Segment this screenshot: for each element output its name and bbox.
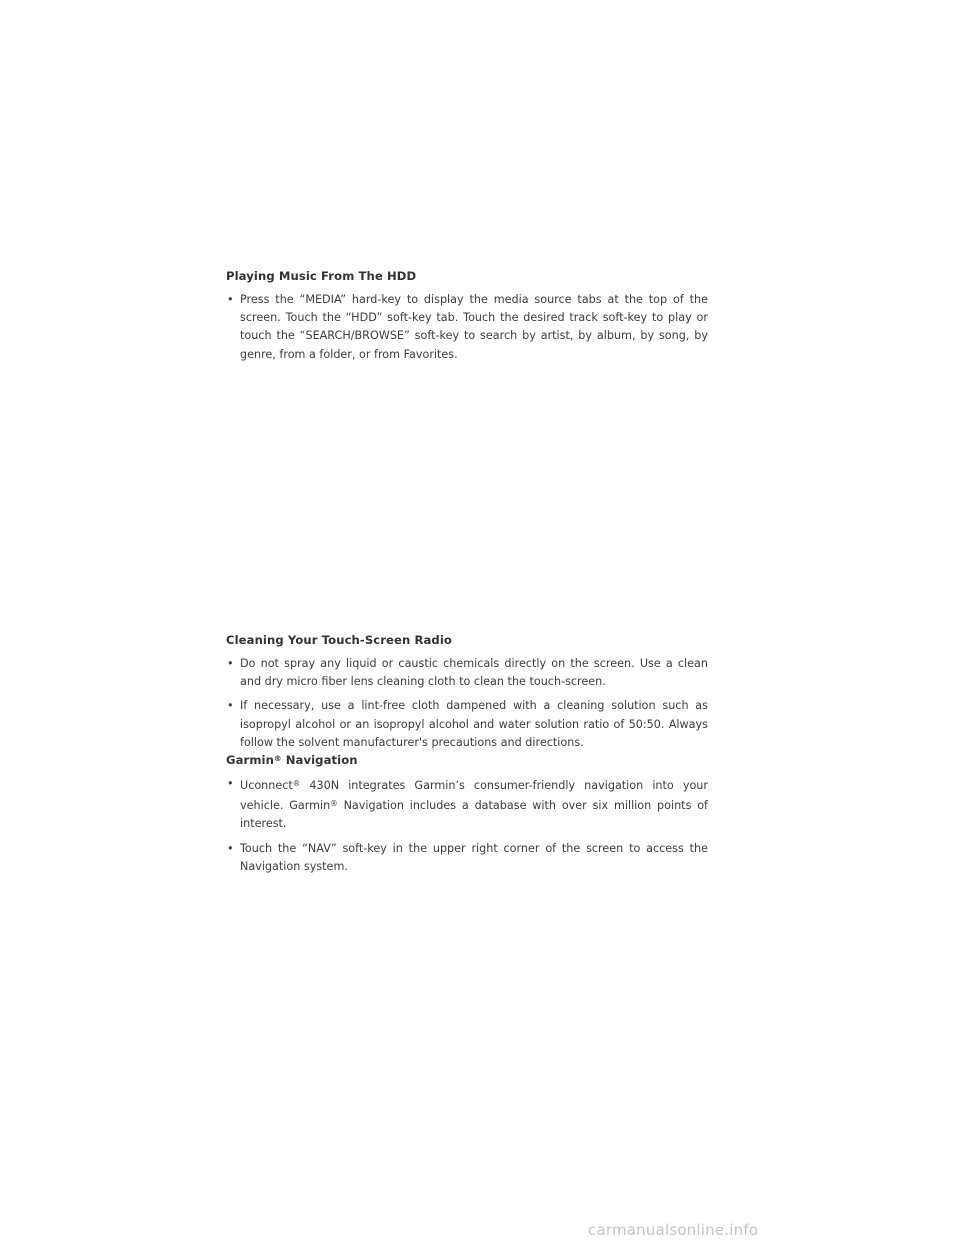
bullet-item: [226, 840, 708, 876]
section-cleaning-touch-screen: [226, 632, 708, 758]
registered-mark: ®: [292, 779, 301, 788]
registered-mark: ®: [330, 799, 338, 809]
bullet-item: [226, 775, 708, 834]
bullet-text: Touch the “NAV” soft-key in the upper right corner of the screen to access the Navigation system.: [240, 841, 708, 873]
bullet-marker: •: [227, 657, 234, 670]
bullet-text: Navigation includes a database with over six million points of interest.: [240, 799, 709, 831]
registered-mark: ®: [273, 754, 282, 763]
heading-text: Navigation: [281, 753, 358, 767]
bullet-list-cleaning: [226, 655, 708, 752]
bullet-marker: •: [227, 699, 234, 713]
bullet-item: [226, 291, 708, 364]
bullet-text: 430N integrates Garmin’s consumer-friendly navigation into your vehicle. Garmin: [240, 779, 708, 813]
bullet-list-garmin: [226, 775, 708, 876]
bullet-item: [226, 655, 708, 691]
bullet-text: Press the “MEDIA” hard-key to display the media source tabs at the top of the screen. Touch the “HDD” soft-key tab. Touch the desired track soft-key to play or touch the “SEARCH/BROWSE” soft-key to search by artist, by album, by song, by genre, from a folder, or from Favorites.: [240, 293, 708, 361]
bullet-marker: •: [227, 841, 234, 855]
bullet-text: Do not spray any liquid or caustic chemicals directly on the screen. Use a clean and dry micro fiber lens cleaning cloth to clean the touch-screen.: [240, 657, 708, 689]
bullet-item: [226, 697, 708, 752]
bullet-marker: •: [227, 293, 234, 306]
section-playing-music-hdd: [226, 268, 708, 370]
heading-cleaning-touch-screen: Cleaning Your Touch-Screen Radio: [226, 633, 452, 647]
bullet-text: Uconnect: [240, 779, 293, 792]
heading-garmin-navigation: [226, 751, 708, 768]
section-garmin-navigation: [226, 751, 708, 882]
heading-text: Garmin: [226, 753, 274, 767]
bullet-list-hdd: [226, 291, 708, 364]
bullet-marker: •: [227, 777, 234, 790]
bullet-text: If necessary, use a lint-free cloth dampened with a cleaning solution such as isopropyl alcohol or an isopropyl alcohol and water solution ratio of 50:50. Always follow the solvent manufacturer's precautions and directions.: [240, 699, 708, 749]
watermark: carmanualsonline.info: [588, 1221, 759, 1239]
heading-playing-music-hdd: Playing Music From The HDD: [226, 269, 417, 283]
